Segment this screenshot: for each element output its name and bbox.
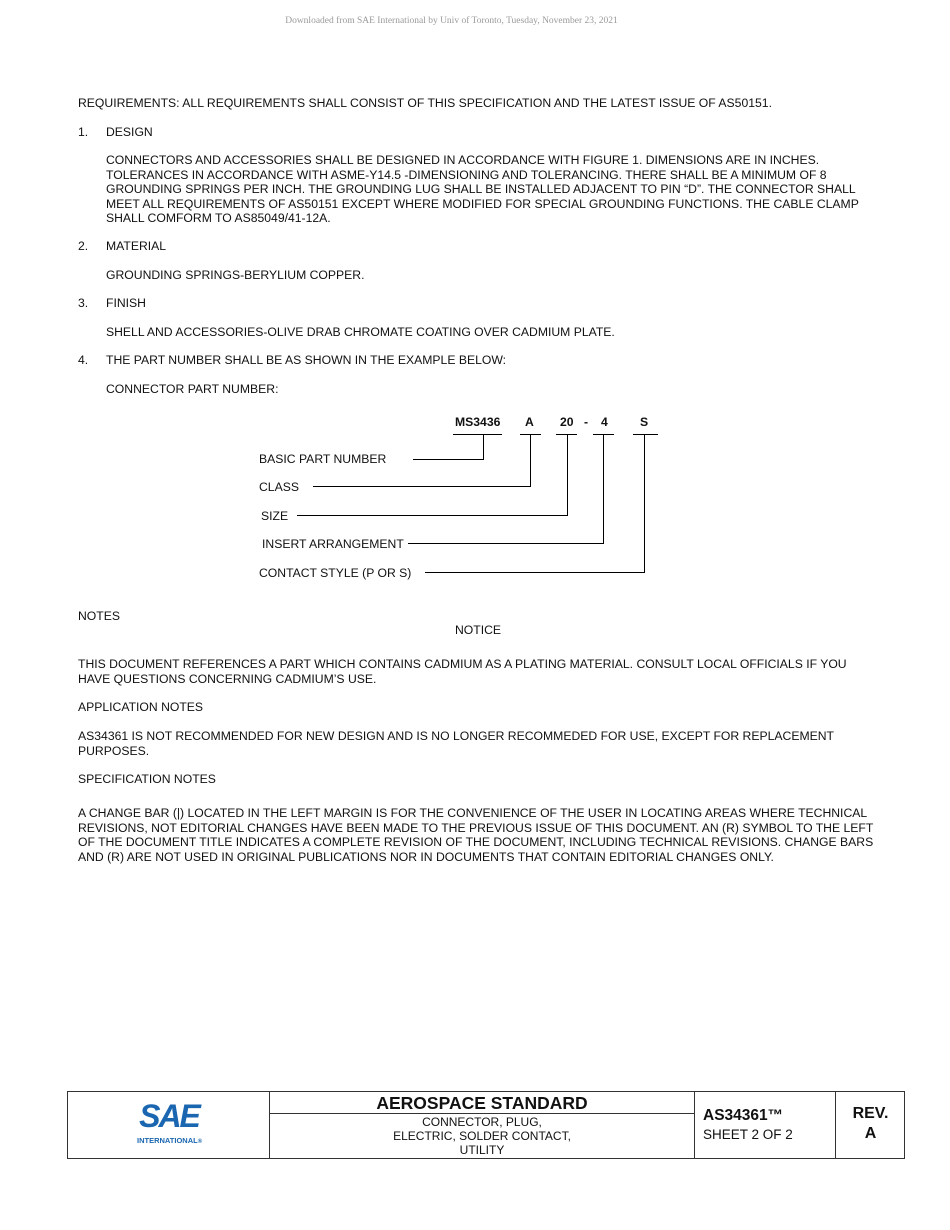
requirements-statement: REQUIREMENTS: ALL REQUIREMENTS SHALL CONSIST OF THIS SPECIFICATION AND THE LATEST ISSUE OF AS50151.: [78, 96, 772, 110]
pn-basic-underline: [453, 434, 502, 435]
contact-leader-horizontal: [425, 572, 645, 573]
application-notes-heading: APPLICATION NOTES: [78, 700, 204, 714]
document-number: AS34361™: [703, 1107, 784, 1124]
specification-line: OF THE DOCUMENT TITLE INDICATES A COMPLETE REVISION OF THE DOCUMENT, INCLUDING TECHNICAL REVISIONS. CHANGE BARS: [78, 835, 874, 849]
download-watermark: Downloaded from SAE International by Univ of Toronto, Tuesday, November 23, 2021: [285, 16, 618, 26]
label-contact-style: CONTACT STYLE (P OR S): [259, 566, 412, 580]
standard-title: AEROSPACE STANDARD: [270, 1092, 694, 1114]
pn-size: 20: [560, 415, 574, 429]
revision-cell: [835, 1092, 905, 1158]
design-paragraph: [106, 153, 859, 226]
insert-leader-vertical: [603, 434, 604, 544]
doc-number-cell: [694, 1092, 835, 1158]
pn-insert: 4: [601, 415, 608, 429]
notes-heading: NOTES: [78, 609, 120, 623]
basic-leader-horizontal: [413, 459, 484, 460]
logo-cell: [68, 1092, 269, 1158]
design-line: TOLERANCES IN ACCORDANCE WITH ASME-Y14.5 -DIMENSIONING AND TOLERANCING. THERE SHALL BE A MINIMUM OF 8: [106, 167, 827, 182]
label-basic-part-number: BASIC PART NUMBER: [259, 452, 387, 466]
design-line: SHALL COMFORM TO AS85049/41-12A.: [106, 211, 331, 225]
title-cell: [269, 1092, 694, 1158]
subtitle-line: UTILITY: [459, 1143, 505, 1157]
section-2-number: 2.: [78, 239, 89, 253]
section-3-number: 3.: [78, 296, 89, 310]
specification-paragraph: [78, 806, 873, 864]
revision-value: A: [864, 1125, 877, 1142]
size-leader-horizontal: [297, 515, 568, 516]
section-4-number: 4.: [78, 353, 89, 367]
pn-basic: MS3436: [455, 415, 501, 429]
subtitle-line: CONNECTOR, PLUG,: [422, 1115, 542, 1129]
section-4-title: THE PART NUMBER SHALL BE AS SHOWN IN THE EXAMPLE BELOW:: [106, 353, 507, 367]
notice-line: HAVE QUESTIONS CONCERNING CADMIUM’S USE.: [78, 671, 377, 686]
sae-logo-sub: INTERNATIONAL: [137, 1136, 198, 1145]
notice-heading: NOTICE: [455, 623, 502, 637]
specification-notes-heading: SPECIFICATION NOTES: [78, 772, 216, 786]
material-text: GROUNDING SPRINGS-BERYLIUM COPPER.: [106, 268, 365, 282]
section-1-number: 1.: [78, 125, 89, 139]
notice-line: THIS DOCUMENT REFERENCES A PART WHICH CONTAINS CADMIUM AS A PLATING MATERIAL. CONSULT LOCAL OFFICIALS IF YOU: [78, 657, 847, 671]
class-leader-horizontal: [313, 486, 531, 487]
subtitle-line: ELECTRIC, SOLDER CONTACT,: [393, 1129, 571, 1143]
sheet-number: SHEET 2 OF 2: [703, 1127, 793, 1142]
design-line: MEET ALL REQUIREMENTS OF AS50151 EXCEPT WHERE MODIFIED FOR SPECIAL GROUNDING FUNCTIONS. THE CABLE CLAMP: [106, 196, 859, 211]
pn-dash: -: [584, 415, 589, 429]
sae-logo-icon: SAE: [139, 1098, 199, 1134]
application-line: PURPOSES.: [78, 743, 150, 758]
pn-contact-underline: [633, 434, 658, 435]
label-class: CLASS: [259, 480, 299, 494]
specification-line: AND (R) ARE NOT USED IN ORIGINAL PUBLICATIONS NOR IN DOCUMENTS THAT CONTAIN EDITORIAL CHANGES ONLY.: [78, 849, 774, 864]
specification-line: REVISIONS, NOT EDITORIAL CHANGES HAVE BEEN MADE TO THE PREVIOUS ISSUE OF THIS DOCUMENT. AN (R) SYMBOL TO THE LEFT: [78, 820, 874, 835]
application-paragraph: [78, 729, 834, 758]
class-leader-vertical: [530, 434, 531, 487]
pn-contact: S: [640, 415, 649, 429]
notice-paragraph: [78, 657, 847, 686]
contact-leader-vertical: [644, 434, 645, 573]
title-block: [67, 1091, 905, 1159]
label-size: SIZE: [261, 509, 289, 523]
finish-text: SHELL AND ACCESSORIES-OLIVE DRAB CHROMATE COATING OVER CADMIUM PLATE.: [106, 325, 615, 339]
label-insert-arrangement: INSERT ARRANGEMENT: [262, 537, 404, 551]
insert-leader-horizontal: [408, 543, 604, 544]
design-line: GROUNDING SPRINGS PER INCH. THE GROUNDING LUG SHALL BE INSTALLED ADJACENT TO PIN “D”. THE CONNECTOR SHALL: [106, 182, 856, 196]
section-2-title: MATERIAL: [106, 239, 167, 253]
specification-line: A CHANGE BAR (|) LOCATED IN THE LEFT MARGIN IS FOR THE CONVENIENCE OF THE USER IN LOCATING AREAS WHERE TECHNICAL: [78, 806, 868, 820]
size-leader-vertical: [567, 434, 568, 516]
registered-mark: ®: [197, 1139, 203, 1145]
design-line: CONNECTORS AND ACCESSORIES SHALL BE DESIGNED IN ACCORDANCE WITH FIGURE 1. DIMENSIONS ARE IN INCHES.: [106, 153, 820, 167]
section-1-title: DESIGN: [106, 125, 153, 139]
application-line: AS34361 IS NOT RECOMMENDED FOR NEW DESIGN AND IS NO LONGER RECOMMEDED FOR USE, EXCEPT FOR REPLACEMENT: [78, 729, 834, 743]
section-3-title: FINISH: [106, 296, 146, 310]
document-subtitle: [270, 1115, 694, 1157]
pn-class: A: [525, 415, 534, 429]
part-number-label: CONNECTOR PART NUMBER:: [106, 382, 279, 396]
sae-logo-subtext: [137, 1136, 202, 1145]
revision-label: REV.: [852, 1105, 889, 1122]
basic-leader-vertical: [483, 434, 484, 460]
